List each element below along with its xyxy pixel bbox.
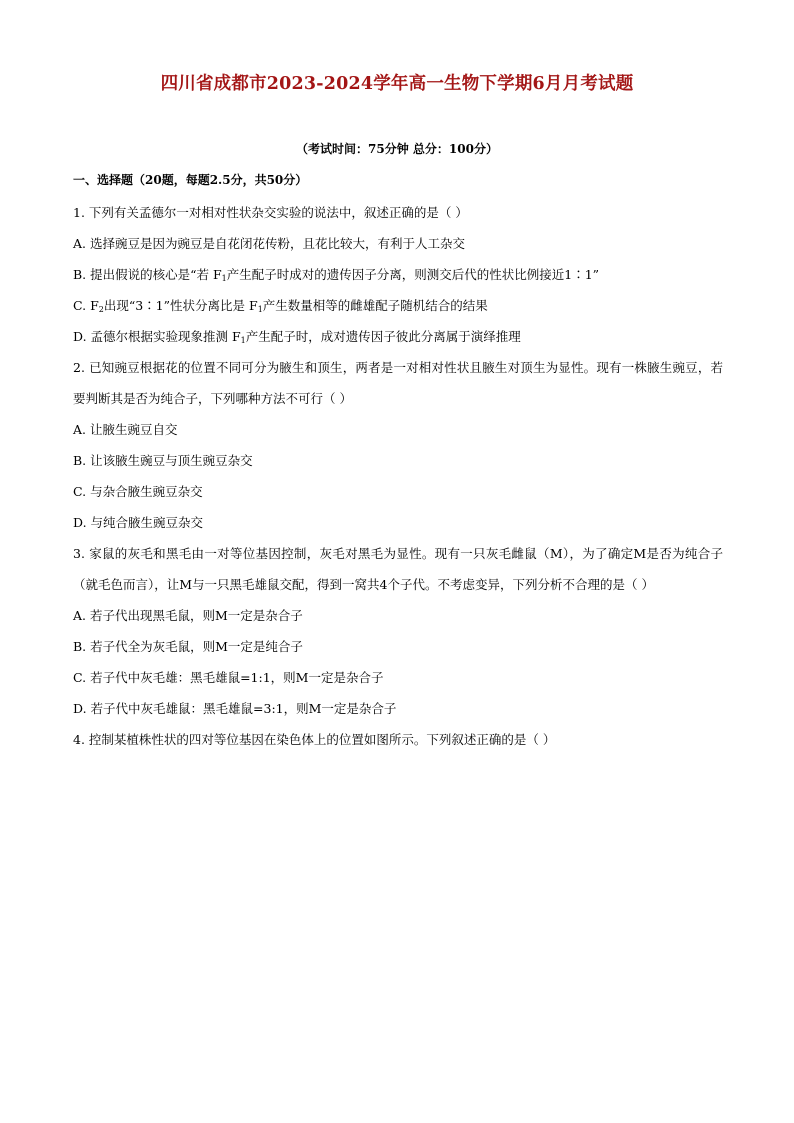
question-3-option-b: B. 若子代全为灰毛鼠，则M一定是纯合子	[73, 639, 303, 654]
option-c-text-2: 出现“3∶1”性状分离比是 F	[103, 298, 258, 313]
question-1-option-b	[73, 259, 723, 290]
question-2-stem: 2. 已知豌豆根据花的位置不同可分为腋生和顶生，两者是一对相对性状且腋生对顶生为显性。现有一株腋生豌豆，若要判断其是否为纯合子，下列哪种方法不可行（ ）	[73, 360, 723, 406]
option-d-text-2: 产生配子时，成对遗传因子彼此分离属于演绎推理	[245, 329, 521, 344]
question-2-option-a: A. 让腋生豌豆自交	[73, 422, 178, 437]
question-1-option-a: A. 选择豌豆是因为豌豆是自花闭花传粉，且花比较大，有利于人工杂交	[73, 236, 465, 251]
option-c-text-1: C. F	[73, 298, 99, 313]
option-c-text-3: 产生数量相等的雌雄配子随机结合的结果	[262, 298, 488, 313]
option-b-text-1: B. 提出假说的核心是“若 F	[73, 267, 222, 282]
question-2-option-c: C. 与杂合腋生豌豆杂交	[73, 484, 203, 499]
subscript: 1	[240, 336, 246, 345]
option-b-text-2: 产生配子时成对的遗传因子分离，则测交后代的性状比例接近1∶1”	[226, 267, 600, 282]
option-d-text-1: D. 孟德尔根据实验现象推测 F	[73, 329, 241, 344]
question-3-option-a: A. 若子代出现黑毛鼠，则M一定是杂合子	[73, 608, 303, 623]
question-2-option-d: D. 与纯合腋生豌豆杂交	[73, 515, 204, 530]
question-1-option-c	[73, 290, 723, 321]
question-4-stem: 4. 控制某植株性状的四对等位基因在染色体上的位置如图所示。下列叙述正确的是（ ）	[73, 732, 556, 747]
document-title: 四川省成都市2023-2024学年高一生物下学期6月月考试题	[160, 74, 634, 94]
question-1-stem: 1. 下列有关孟德尔一对相对性状杂交实验的说法中，叙述正确的是（ ）	[73, 205, 468, 220]
question-3-option-d: D. 若子代中灰毛雄鼠：黑毛雄鼠=3:1，则M一定是杂合子	[73, 701, 397, 716]
subscript: 1	[257, 305, 263, 314]
question-3-option-c: C. 若子代中灰毛雄：黑毛雄鼠=1:1，则M一定是杂合子	[73, 670, 384, 685]
subscript: 2	[98, 305, 104, 314]
section-heading: 一、选择题（20题，每题2.5分，共50分）	[73, 173, 308, 187]
exam-info: （考试时间：75分钟 总分：100分）	[296, 142, 498, 156]
subscript: 1	[221, 274, 227, 283]
question-2-option-b: B. 让该腋生豌豆与顶生豌豆杂交	[73, 453, 253, 468]
question-1-option-d	[73, 321, 723, 352]
document-body	[73, 170, 723, 755]
question-3-stem: 3. 家鼠的灰毛和黑毛由一对等位基因控制，灰毛对黑毛为显性。现有一只灰毛雌鼠（M），为了确定M是否为纯合子（就毛色而言），让M与一只黑毛雄鼠交配，得到一窝共4个子代。不考虑变异，下列分析不合理的是（ ）	[73, 546, 723, 592]
